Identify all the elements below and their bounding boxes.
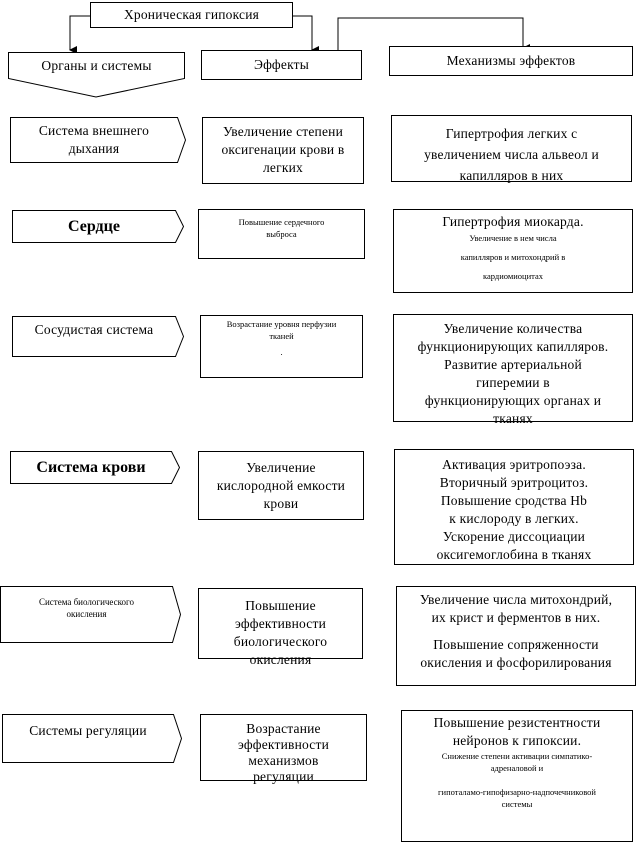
effect-line: . (280, 347, 283, 357)
effect-box-heart (198, 209, 365, 259)
mechanism-line: гиперемии в (476, 375, 550, 390)
arrow-to-organs (70, 16, 90, 50)
effect-line: легких (263, 160, 303, 175)
arrow-to-effects (293, 16, 312, 50)
effect-box-oxidation (198, 588, 363, 667)
effect-line: Увеличение степени (222, 124, 344, 139)
mechanism-box-oxidation (396, 586, 636, 686)
mechanism-box-vascular (393, 314, 633, 426)
mechanism-line: функционирующих органах и (424, 393, 602, 408)
mechanism-line: Гипертрофия легких с (445, 126, 578, 141)
mechanism-line: адреналовой и (490, 763, 544, 773)
system-label: Сердце (68, 217, 120, 235)
mechanism-line: Повышение сродства Hb (440, 493, 588, 508)
mechanism-title: Повышение резистентности (433, 715, 601, 730)
system-box-vascular (12, 316, 184, 357)
effect-line: Возрастание (246, 721, 321, 736)
effect-line: эффективности (234, 616, 327, 631)
mechanism-line: увеличением числа альвеол и (424, 147, 599, 162)
system-box-oxidation (0, 586, 181, 643)
effect-line: выброса (266, 229, 297, 239)
system-box-respiration (10, 117, 186, 163)
mechanism-line: капилляров и митохондрий в (460, 252, 566, 262)
system-label: окисления (66, 609, 107, 619)
mechanism-line: Развитие артериальной (444, 357, 582, 372)
effect-box-blood (198, 451, 364, 520)
mechanism-line: функционирующих капилляров. (417, 339, 609, 354)
root-box (90, 2, 293, 28)
mechanism-line: Снижение степени активации симпатико- (441, 751, 593, 761)
effect-line: кислородной емкости (216, 478, 346, 493)
effect-line: Повышение (245, 598, 316, 613)
effect-box-vascular (200, 315, 363, 378)
mechanisms-header-box (389, 46, 633, 76)
effect-line: Повышение сердечного (238, 217, 325, 227)
system-label: дыхания (68, 141, 120, 156)
mechanism-line: Увеличение количества (443, 321, 583, 336)
system-label: Системы регуляции (29, 723, 147, 738)
mechanism-line: Вторичный эритроцитоз. (439, 475, 589, 490)
mechanism-line: тканях (493, 411, 533, 426)
effect-line: Увеличение (246, 460, 316, 475)
mechanism-line: к кислороду в легких. (449, 511, 579, 526)
organs-box (8, 52, 185, 98)
system-label: Сосудистая система (34, 322, 154, 337)
organs-label: Органы и системы (41, 58, 152, 73)
mechanism-box-heart (393, 209, 633, 293)
effect-line: тканей (269, 331, 294, 341)
mechanism-line: капилляров в них (459, 168, 564, 183)
mechanism-line: кардиомиоцитах (483, 271, 543, 281)
system-box-heart (12, 210, 184, 243)
effect-line: механизмов (248, 753, 319, 768)
effect-box-respiration (202, 117, 364, 184)
effect-line: оксигенации крови в (221, 142, 345, 157)
mechanism-line: гипоталамо-гипофизарно-надпочечниковой (438, 787, 596, 797)
system-label: Система внешнего (38, 123, 150, 138)
effect-line: биологического (233, 634, 328, 649)
mechanism-line: Увеличение в нем числа (469, 233, 557, 243)
system-label: Система крови (36, 458, 146, 476)
root-label: Хроническая гипоксия (123, 7, 260, 22)
mechanism-box-respiration (391, 115, 632, 182)
effect-line: регуляции (253, 769, 314, 784)
effect-line: эффективности (237, 737, 330, 752)
system-box-regulation (2, 714, 182, 763)
mechanism-title: Гипертрофия миокарда. (442, 214, 584, 229)
effects-header-box (201, 50, 362, 80)
effect-box-regulation (200, 714, 367, 784)
mechanism-title: нейронов к гипоксии. (452, 733, 582, 748)
mechanism-line: Увеличение числа митохондрий, (419, 592, 613, 607)
mechanisms-header-label: Механизмы эффектов (446, 53, 576, 68)
mechanism-line: окисления и фосфорилирования (420, 655, 612, 670)
mechanism-line: их крист и ферментов в них. (431, 610, 601, 625)
system-label: Система биологического (38, 597, 135, 607)
effect-line: окисления (249, 652, 312, 667)
mechanism-box-blood (394, 449, 634, 565)
mechanism-line: системы (501, 799, 533, 809)
mechanism-line: Повышение сопряженности (433, 637, 599, 652)
mechanism-line: оксигемоглобина в тканях (436, 547, 592, 562)
effect-line: крови (263, 496, 299, 511)
mechanism-box-regulation (401, 710, 633, 842)
effects-header-label: Эффекты (253, 57, 310, 72)
mechanism-line: Ускорение диссоциации (442, 529, 586, 544)
effect-line: Возрастание уровня перфузии (226, 319, 337, 329)
system-box-blood (10, 451, 180, 484)
mechanism-line: Активация эритропоэза. (442, 457, 586, 472)
